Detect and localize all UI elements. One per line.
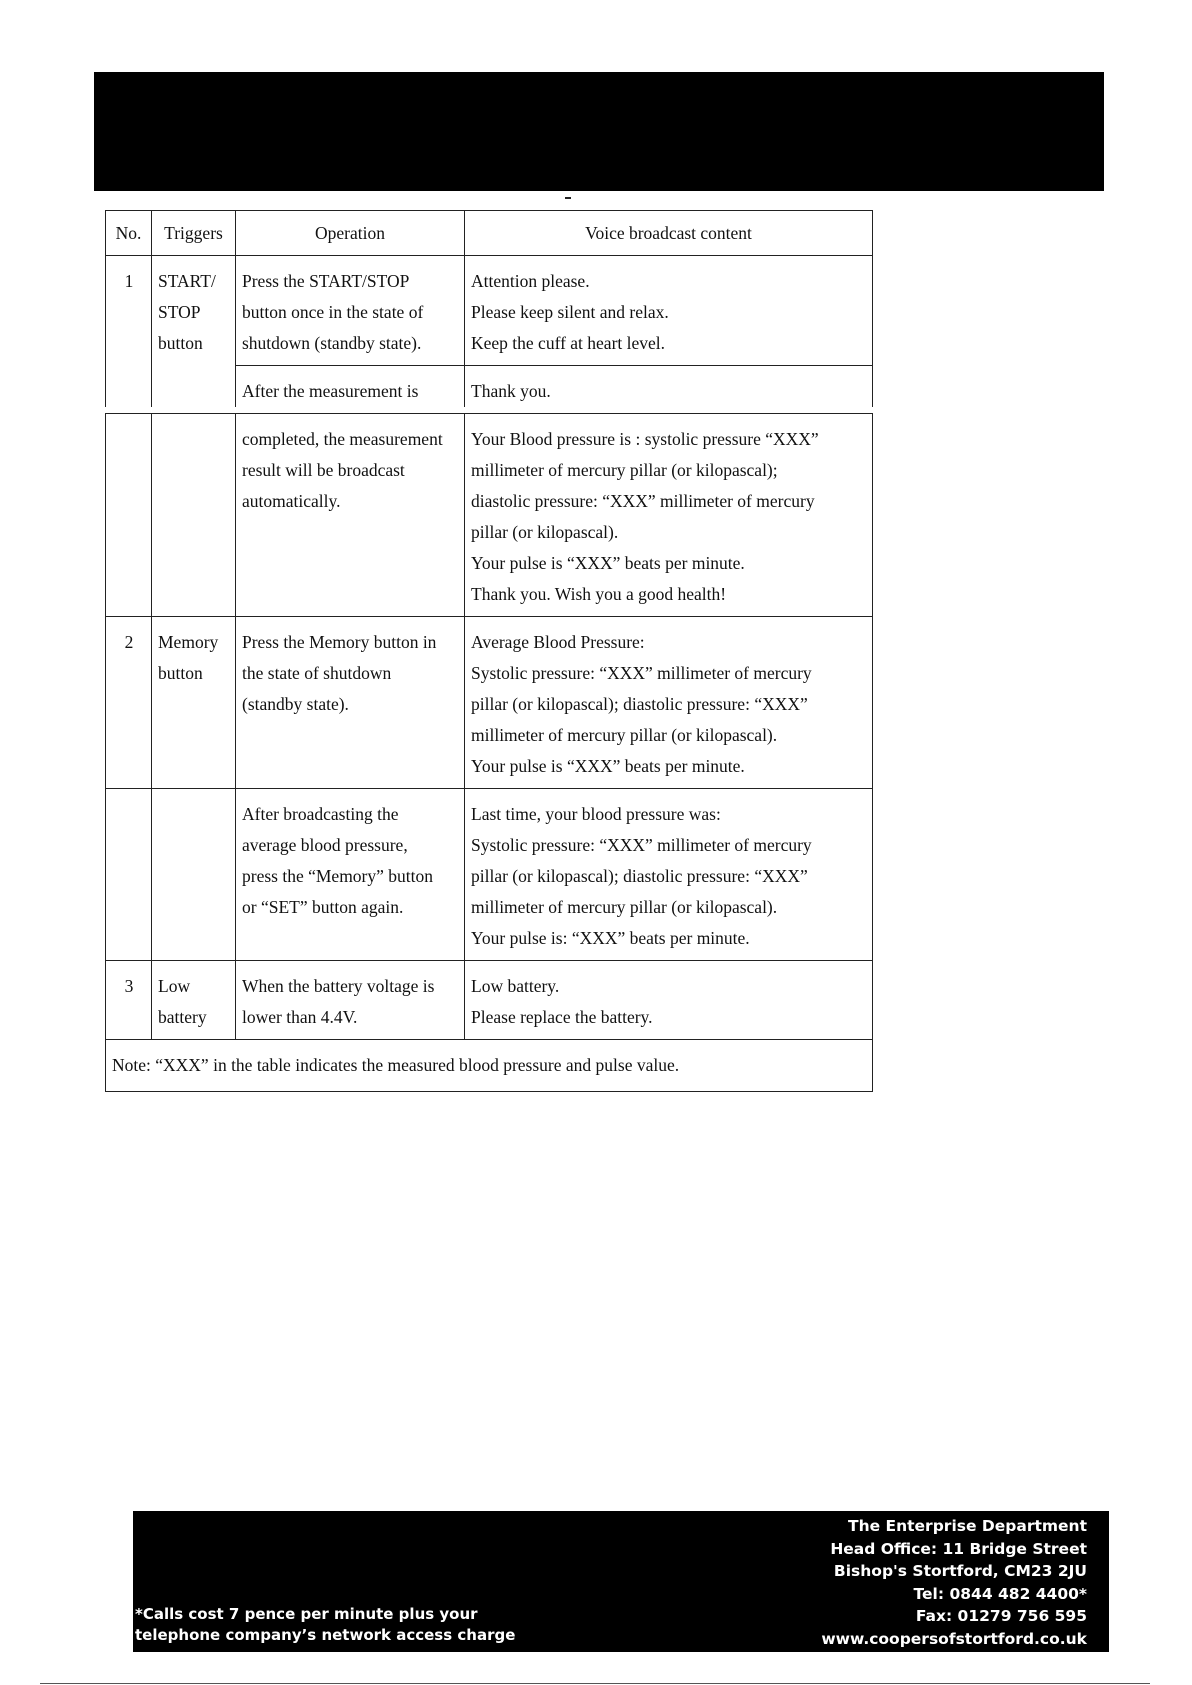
row1-cont-operation: [236, 414, 465, 617]
operation-line: press the “Memory” button: [242, 866, 433, 886]
table-row: [106, 961, 873, 1040]
table-note-row: [106, 1040, 873, 1092]
row2-voice-a: [465, 617, 873, 789]
bottom-rule: [40, 1683, 1150, 1684]
operation-line: lower than 4.4V.: [242, 1007, 358, 1027]
voice-line: pillar (or kilopascal); diastolic pressure: “XXX”: [471, 694, 808, 714]
header-triggers: Triggers: [152, 211, 236, 256]
voice-line: Systolic pressure: “XXX” millimeter of mercury: [471, 663, 812, 683]
header-voice-content: Voice broadcast content: [465, 211, 873, 256]
trigger-line: battery: [158, 1007, 207, 1027]
row2-no: 2: [106, 617, 152, 789]
operation-line: After broadcasting the: [242, 804, 399, 824]
table-row: [106, 789, 873, 961]
row1-operation-a: [236, 256, 465, 366]
operation-line: average blood pressure,: [242, 835, 408, 855]
voice-line: Keep the cuff at heart level.: [471, 333, 666, 353]
trigger-line: Memory: [158, 632, 219, 652]
row2-voice-b: [465, 789, 873, 961]
table-note: Note: “XXX” in the table indicates the measured blood pressure and pulse value.: [106, 1040, 873, 1092]
voice-line: Last time, your blood pressure was:: [471, 804, 721, 824]
footer-head-office: Head Office: 11 Bridge Street: [830, 1539, 1087, 1558]
voice-line: Low battery.: [471, 976, 560, 996]
row1-cont-no: [106, 414, 152, 617]
row1-voice-a: [465, 256, 873, 366]
row1-voice-b: [465, 366, 873, 408]
operation-line: After the measurement is: [242, 381, 419, 401]
trigger-line: button: [158, 663, 203, 683]
header-operation: Operation: [236, 211, 465, 256]
row1-operation-b: [236, 366, 465, 408]
row1-trigger: [152, 256, 236, 408]
footer-department: The Enterprise Department: [848, 1517, 1087, 1535]
trigger-line: STOP: [158, 302, 201, 322]
operation-line: When the battery voltage is: [242, 976, 435, 996]
table-row: [106, 414, 873, 617]
operation-line: button once in the state of: [242, 302, 424, 322]
header-bar: [94, 72, 1104, 191]
row2b-trigger: [152, 789, 236, 961]
footer-call-cost-note: [135, 1604, 516, 1646]
row2-operation-b: [236, 789, 465, 961]
voice-line: diastolic pressure: “XXX” millimeter of mercury: [471, 491, 815, 511]
operation-line: automatically.: [242, 491, 341, 511]
voice-line: Please replace the battery.: [471, 1007, 653, 1027]
voice-line: Your pulse is “XXX” beats per minute.: [471, 553, 745, 573]
row2b-no: [106, 789, 152, 961]
table-header-row: [106, 211, 873, 256]
operation-line: or “SET” button again.: [242, 897, 404, 917]
header-no: No.: [106, 211, 152, 256]
voice-line: millimeter of mercury pillar (or kilopascal).: [471, 725, 778, 745]
voice-line: millimeter of mercury pillar (or kilopascal);: [471, 460, 778, 480]
voice-line: Please keep silent and relax.: [471, 302, 669, 322]
table-row: [106, 617, 873, 789]
voice-line: Thank you. Wish you a good health!: [471, 584, 727, 604]
voice-line: Your Blood pressure is : systolic pressure “XXX”: [471, 429, 819, 449]
footer-bar: [133, 1511, 1109, 1652]
operation-line: Press the Memory button in: [242, 632, 437, 652]
table-row: [106, 256, 873, 366]
row1-no: 1: [106, 256, 152, 408]
row3-operation: [236, 961, 465, 1040]
voice-line: Your pulse is: “XXX” beats per minute.: [471, 928, 750, 948]
voice-broadcast-table: [105, 210, 873, 1092]
voice-line: pillar (or kilopascal).: [471, 522, 619, 542]
dash-mark: [565, 197, 571, 199]
trigger-line: button: [158, 333, 203, 353]
row1-cont-voice: [465, 414, 873, 617]
row1-cont-trigger: [152, 414, 236, 617]
footer-left-line: telephone company’s network access charge: [135, 1626, 516, 1644]
trigger-line: START/: [158, 271, 216, 291]
footer-fax: Fax: 01279 756 595: [915, 1607, 1087, 1625]
row2-trigger: [152, 617, 236, 789]
row3-voice: [465, 961, 873, 1040]
operation-line: result will be broadcast: [242, 460, 405, 480]
footer-website[interactable]: www.coopersofstortford.co.uk: [821, 1629, 1087, 1648]
voice-line: Attention please.: [471, 271, 590, 291]
footer-contact-block: [821, 1515, 1087, 1650]
footer-town: Bishop's Stortford, CM23 2JU: [833, 1562, 1087, 1580]
footer-left-line: *Calls cost 7 pence per minute plus your: [135, 1605, 478, 1623]
voice-line: millimeter of mercury pillar (or kilopascal).: [471, 897, 778, 917]
trigger-line: Low: [158, 976, 191, 996]
voice-line: Your pulse is “XXX” beats per minute.: [471, 756, 745, 776]
operation-line: the state of shutdown: [242, 663, 392, 683]
operation-line: (standby state).: [242, 694, 349, 714]
row3-no: 3: [106, 961, 152, 1040]
row3-trigger: [152, 961, 236, 1040]
operation-line: Press the START/STOP: [242, 271, 410, 291]
voice-line: pillar (or kilopascal); diastolic pressure: “XXX”: [471, 866, 808, 886]
operation-line: completed, the measurement: [242, 429, 443, 449]
operation-line: shutdown (standby state).: [242, 333, 422, 353]
row2-operation-a: [236, 617, 465, 789]
footer-tel: Tel: 0844 482 4400*: [913, 1584, 1087, 1603]
voice-line: Systolic pressure: “XXX” millimeter of mercury: [471, 835, 812, 855]
voice-line: Average Blood Pressure:: [471, 632, 645, 652]
voice-line: Thank you.: [471, 381, 551, 401]
